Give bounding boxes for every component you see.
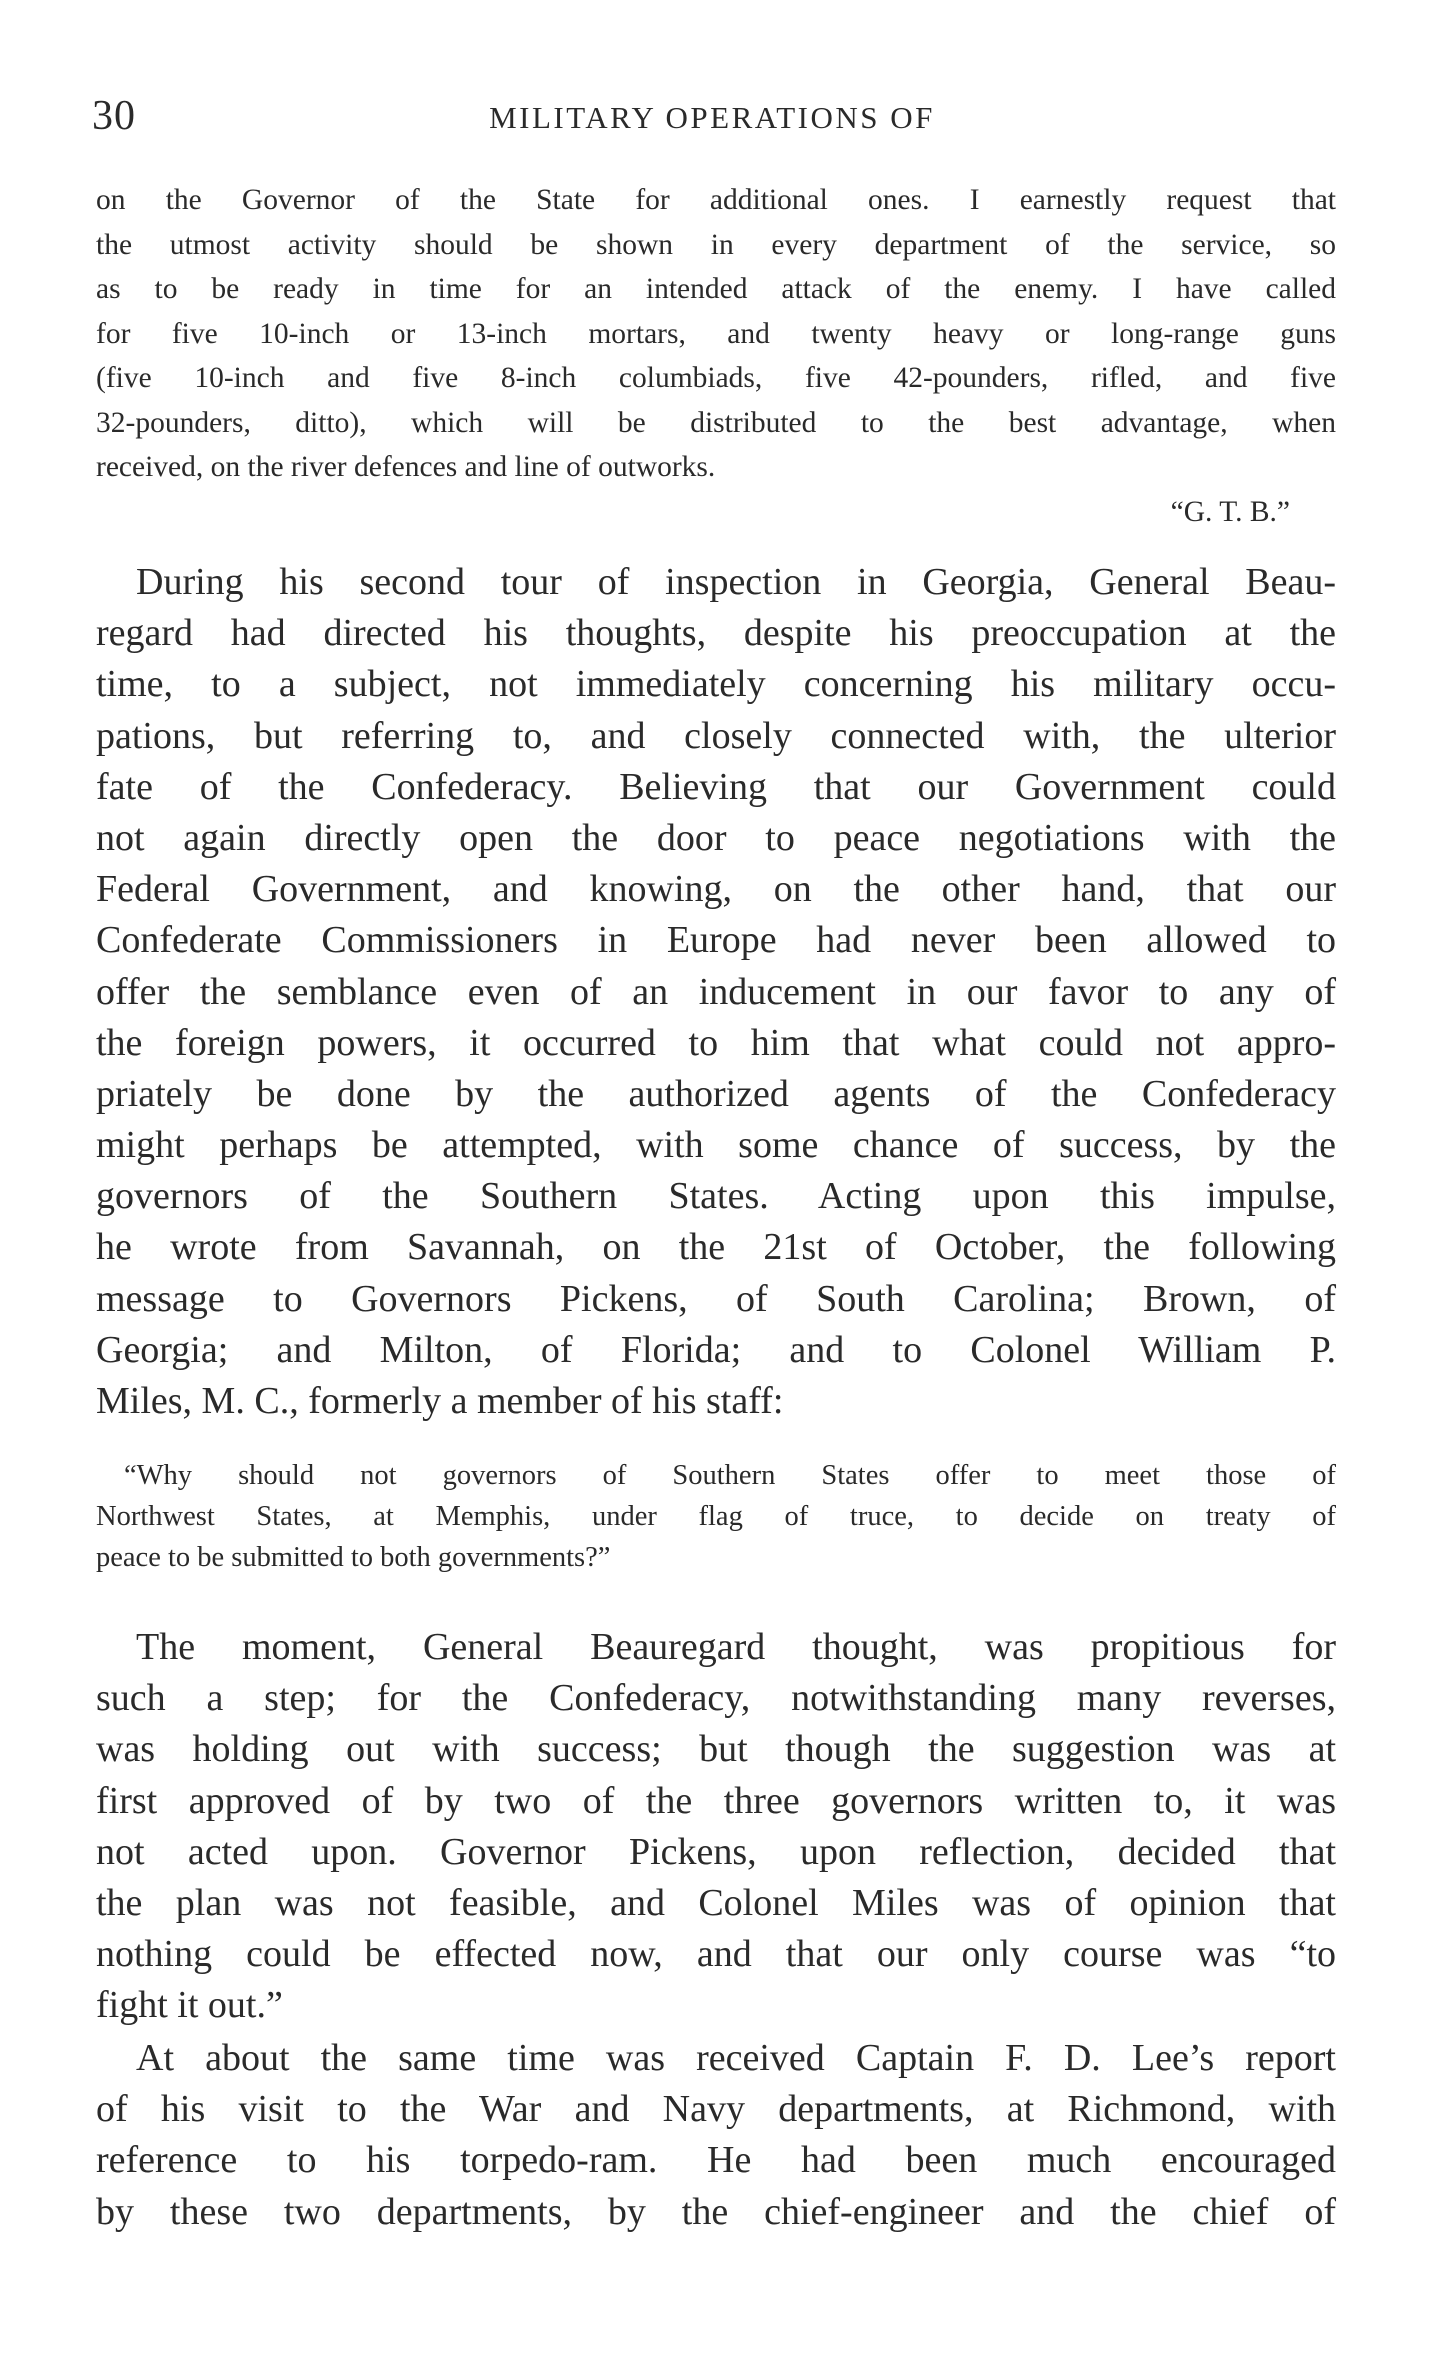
text-line: regard had directed his thoughts, despite his preoccupation at the bbox=[96, 612, 1336, 655]
text-line: first approved of by two of the three governors written to, it was bbox=[96, 1779, 1336, 1822]
text-line: the foreign powers, it occurred to him that what could not appro- bbox=[96, 1021, 1336, 1064]
text-line: such a step; for the Confederacy, notwithstanding many reverses, bbox=[96, 1677, 1336, 1720]
paragraph-torpedo-ram bbox=[96, 2033, 1336, 2238]
text-line: fate of the Confederacy. Believing that our Government could bbox=[96, 765, 1336, 808]
running-head bbox=[92, 92, 1332, 152]
text-line: message to Governors Pickens, of South Carolina; Brown, of bbox=[96, 1277, 1336, 1320]
letter-line: as to be ready in time for an intended attack of the enemy. I have called bbox=[96, 273, 1336, 305]
paragraph-propitious-moment bbox=[96, 1622, 1336, 2032]
letter-line: for five 10-inch or 13-inch mortars, and twenty heavy or long-range guns bbox=[96, 317, 1336, 350]
text-line: Georgia; and Milton, of Florida; and to Colonel William P. bbox=[96, 1328, 1336, 1371]
text-line: time, to a subject, not immediately concerning his military occu- bbox=[96, 663, 1336, 706]
text-line: Federal Government, and knowing, on the other hand, that our bbox=[96, 868, 1336, 911]
text-line: nothing could be effected now, and that our only course was “to bbox=[96, 1933, 1336, 1976]
letter-line: 32-pounders, ditto), which will be distributed to the best advantage, when bbox=[96, 406, 1336, 439]
quote-line: Northwest States, at Memphis, under flag of truce, to decide on treaty of bbox=[96, 1501, 1336, 1532]
text-line: The moment, General Beauregard thought, was propitious for bbox=[136, 1626, 1336, 1668]
letter-line: (five 10-inch and five 8-inch columbiads, five 42-pounders, rifled, and five bbox=[96, 362, 1336, 394]
letter-signature: “G. T. B.” bbox=[1170, 495, 1290, 528]
quote-line: “Why should not governors of Southern States offer to meet those of bbox=[124, 1460, 1336, 1491]
text-line: not again directly open the door to peace negotiations with the bbox=[96, 816, 1336, 859]
text-line: reference to his torpedo-ram. He had been much encouraged bbox=[96, 2139, 1336, 2182]
text-line: During his second tour of inspection in Georgia, General Beau- bbox=[136, 561, 1336, 603]
letter-line: the utmost activity should be shown in every department of the service, so bbox=[96, 228, 1336, 261]
text-line: was holding out with success; but though the suggestion was at bbox=[96, 1728, 1336, 1771]
text-line: Confederate Commissioners in Europe had never been allowed to bbox=[96, 919, 1336, 962]
page-number: 30 bbox=[92, 93, 136, 139]
letter-line: received, on the river defences and line of outworks. bbox=[96, 451, 716, 483]
text-line: pations, but referring to, and closely connected with, the ulterior bbox=[96, 714, 1336, 757]
text-line: not acted upon. Governor Pickens, upon reflection, decided that bbox=[96, 1830, 1336, 1873]
text-line: the plan was not feasible, and Colonel Miles was of opinion that bbox=[96, 1881, 1336, 1924]
text-line: governors of the Southern States. Acting upon this impulse, bbox=[96, 1175, 1336, 1218]
text-line: by these two departments, by the chief-engineer and the chief of bbox=[96, 2190, 1336, 2233]
letter-line: on the Governor of the State for additional ones. I earnestly request that bbox=[96, 184, 1336, 216]
letter-continuation bbox=[96, 178, 1336, 534]
text-line: offer the semblance even of an inducement in our favor to any of bbox=[96, 970, 1336, 1013]
text-line: priately be done by the authorized agents of the Confederacy bbox=[96, 1072, 1336, 1115]
quoted-message bbox=[96, 1455, 1336, 1578]
running-title: MILITARY OPERATIONS OF bbox=[489, 100, 935, 135]
text-line: might perhaps be attempted, with some chance of success, by the bbox=[96, 1124, 1336, 1167]
text-line: Miles, M. C., formerly a member of his staff: bbox=[96, 1380, 784, 1422]
text-line: of his visit to the War and Navy departments, at Richmond, with bbox=[96, 2088, 1336, 2131]
text-line: fight it out.” bbox=[96, 1984, 283, 2027]
quote-line: peace to be submitted to both governments?” bbox=[96, 1542, 611, 1573]
text-line: he wrote from Savannah, on the 21st of October, the following bbox=[96, 1226, 1336, 1269]
text-line: At about the same time was received Captain F. D. Lee’s report bbox=[136, 2037, 1336, 2079]
paragraph-inspection-tour bbox=[96, 557, 1336, 1427]
